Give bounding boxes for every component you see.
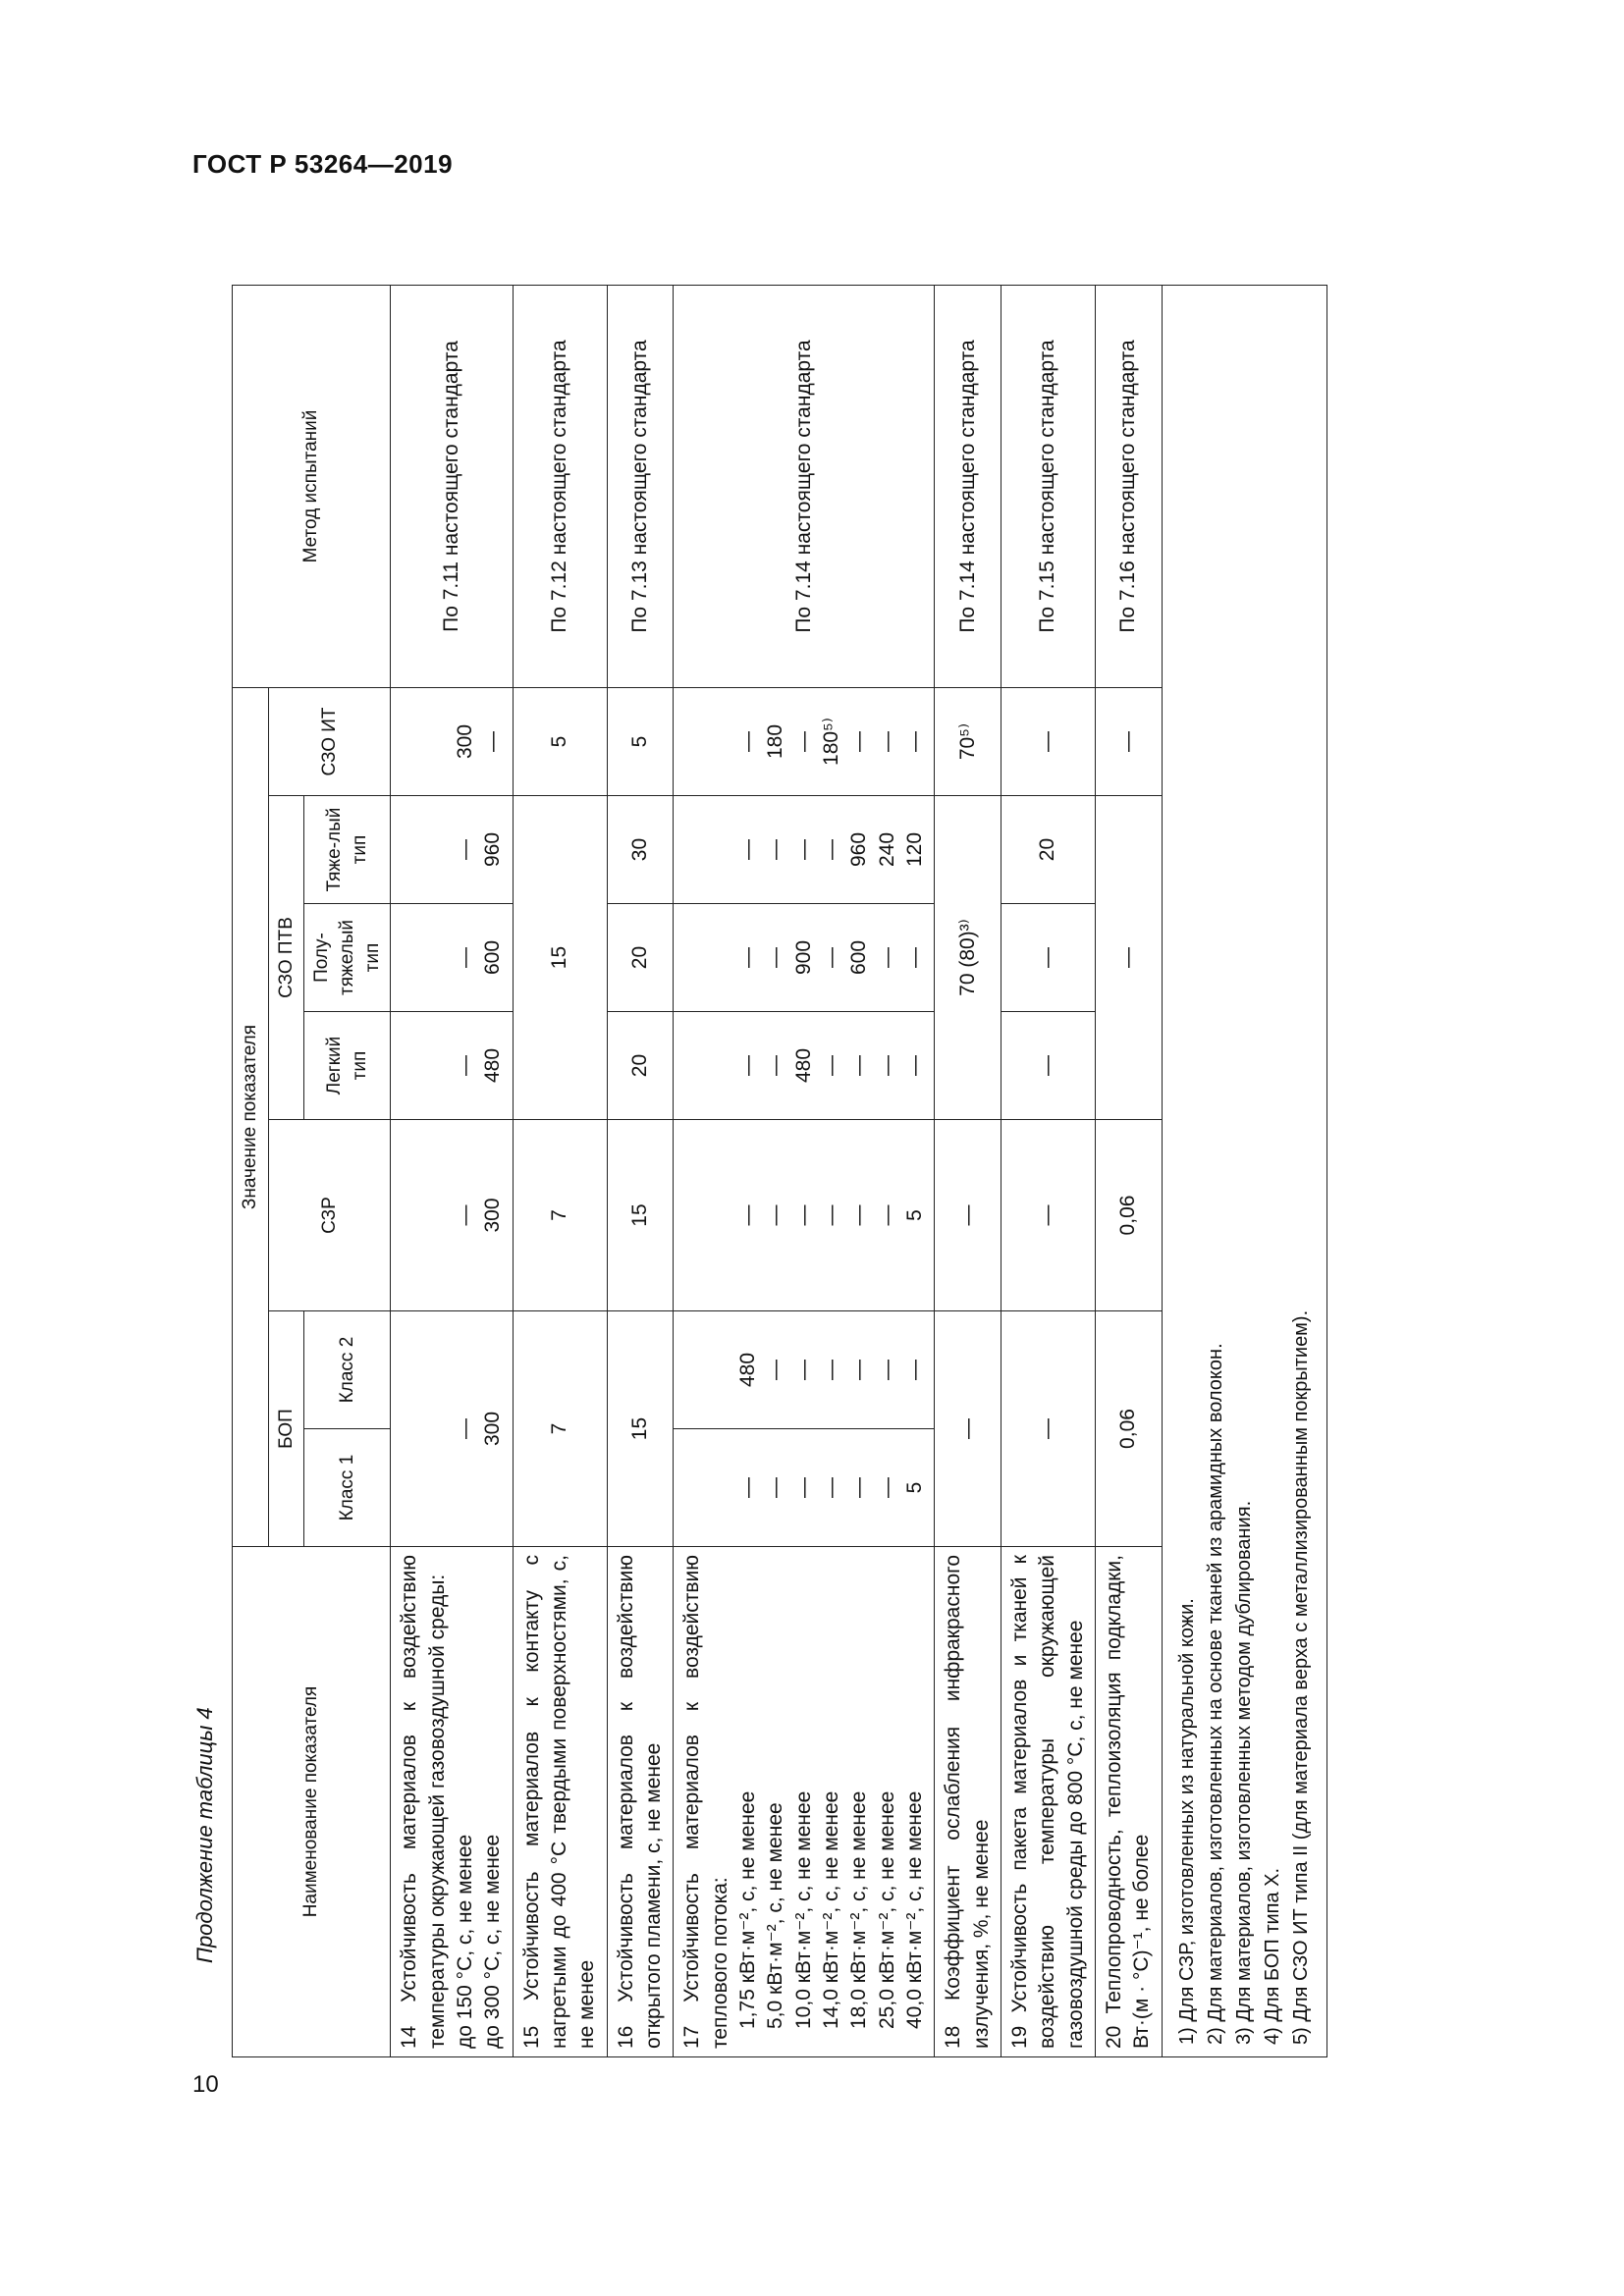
ptv-value: 70 (80)³⁾ (935, 796, 1001, 1120)
ptv-value: 15 (513, 796, 607, 1120)
szr-value: 7 (513, 1120, 607, 1311)
table-row (674, 286, 935, 2057)
col-bop-class2-header: Класс 2 (304, 1311, 391, 1429)
szr-value: 15 (607, 1120, 674, 1311)
rotated-table-container (232, 232, 1505, 2057)
row-name: 18 Коэффициент ослабления инфракрасного излучения, %, не менее (935, 1547, 1001, 2057)
footnote: 4) Для БОП типа Х. (1261, 1867, 1283, 2045)
semi-value: — (1001, 904, 1096, 1012)
footnote: 2) Для материалов, изготовленных на основе тканей из арамидных волокон. (1204, 1343, 1226, 2045)
bop-value: 0,06 (1096, 1311, 1163, 1547)
col-szr-header: СЗР (268, 1120, 391, 1311)
semi-value: — 600 (391, 904, 513, 1012)
bop-value: 7 (513, 1311, 607, 1547)
page-number: 10 (192, 2071, 219, 2098)
it-value: 70⁵⁾ (935, 688, 1001, 796)
semi-value: 20 (607, 904, 674, 1012)
szr-value: 0,06 (1096, 1120, 1163, 1311)
light-value: 20 (607, 1012, 674, 1120)
table-row (391, 286, 513, 2057)
table-row (1096, 286, 1163, 2057)
footnote: 1) Для СЗР, изготовленных из натуральной кожи. (1175, 1598, 1198, 2045)
method-value: По 7.14 настоящего стандарта (935, 286, 1001, 688)
footnotes (1162, 286, 1326, 2057)
it-value: — (1096, 688, 1163, 796)
bop-class1-value: — — — — — — 5 (674, 1429, 935, 1547)
bop-value: — (1001, 1311, 1096, 1547)
col-method-header: Метод испытаний (233, 286, 391, 688)
bop-value: — 300 (391, 1311, 513, 1547)
table-row (513, 286, 607, 2057)
footnotes-row (1162, 286, 1326, 2057)
szr-value: — (1001, 1120, 1096, 1311)
table-continuation-label: Продолжение таблицы 4 (192, 1707, 217, 1963)
col-szo-ptv-header: СЗО ПТВ (268, 796, 304, 1120)
row-name: 20 Теплопроводность, теплоизоляция подкладки, Вт·(м · °С)⁻¹, не более (1096, 1547, 1163, 2057)
light-value: — (1001, 1012, 1096, 1120)
heavy-value: — — — — 960 240 120 (674, 796, 935, 904)
szr-value: — 300 (391, 1120, 513, 1311)
table-row (607, 286, 674, 2057)
method-value: По 7.12 настоящего стандарта (513, 286, 607, 688)
it-value: — 180 — 180⁵⁾ — — — (674, 688, 935, 796)
footnote: 3) Для материалов, изготовленных методом дублирования. (1232, 1500, 1255, 2045)
row-name: 16 Устойчивость материалов к воздействию открытого пламени, с, не менее (607, 1547, 674, 2057)
col-heavy-header: Тяже-лый тип (304, 796, 391, 904)
method-value: По 7.16 настоящего стандарта (1096, 286, 1163, 688)
method-value: По 7.14 настоящего стандарта (674, 286, 935, 688)
method-value: По 7.11 настоящего стандарта (391, 286, 513, 688)
it-value: — (1001, 688, 1096, 796)
it-value: 300 — (391, 688, 513, 796)
col-semi-header: Полу-тяжелый тип (304, 904, 391, 1012)
table-row (935, 286, 1001, 2057)
col-value-header: Значение показателя (233, 688, 269, 1547)
it-value: 5 (513, 688, 607, 796)
bop-value: — (935, 1311, 1001, 1547)
row-name: 15 Устойчивость материалов к контакту с нагретыми до 400 °С твердыми поверхностями, с, не менее (513, 1547, 607, 2057)
heavy-value: 30 (607, 796, 674, 904)
col-bop-header: БОП (268, 1311, 304, 1547)
szr-value: — — — — — — 5 (674, 1120, 935, 1311)
document-header: ГОСТ Р 53264—2019 (192, 149, 454, 179)
light-value: — 480 (391, 1012, 513, 1120)
light-value: — — 480 — — — — (674, 1012, 935, 1120)
table-row (1001, 286, 1096, 2057)
ptv-value: — (1096, 796, 1163, 1120)
footnote: 5) Для СЗО ИТ типа II (для материала верха с металлизированным покрытием). (1289, 1309, 1312, 2045)
row-name: 14 Устойчивость материалов к воздействию температуры окружающей газовоздушной среды: до 150 °С, с, не менее до 300 °С, с, не менее (391, 1547, 513, 2057)
szr-value: — (935, 1120, 1001, 1311)
semi-value: — — 900 — 600 — — (674, 904, 935, 1012)
bop-value: 15 (607, 1311, 674, 1547)
row-name: 19 Устойчивость пакета материалов и тканей к воздействию температуры окружающей газовоздушной среды до 800 °С, с, не менее (1001, 1547, 1096, 2057)
col-bop-class1-header: Класс 1 (304, 1429, 391, 1547)
specs-table (232, 285, 1327, 2057)
bop-class2-value: 480 — — — — — — (674, 1311, 935, 1429)
col-light-header: Легкий тип (304, 1012, 391, 1120)
col-name-header: Наименование показателя (233, 1547, 391, 2057)
heavy-value: 20 (1001, 796, 1096, 904)
method-value: По 7.15 настоящего стандарта (1001, 286, 1096, 688)
col-szo-it-header: СЗО ИТ (268, 688, 391, 796)
row-name: 17 Устойчивость материалов к воздействию теплового потока: 1,75 кВт·м⁻², с, не менее 5,0 кВт·м⁻², с, не менее 10,0 кВт·м⁻², с, не менее 14,0 кВт·м⁻², с, не менее 18,0 кВт·м⁻², с, не менее 25,0 кВт·м⁻², с, не менее 40,0 кВт·м⁻², с, не менее (674, 1547, 935, 2057)
it-value: 5 (607, 688, 674, 796)
method-value: По 7.13 настоящего стандарта (607, 286, 674, 688)
heavy-value: — 960 (391, 796, 513, 904)
